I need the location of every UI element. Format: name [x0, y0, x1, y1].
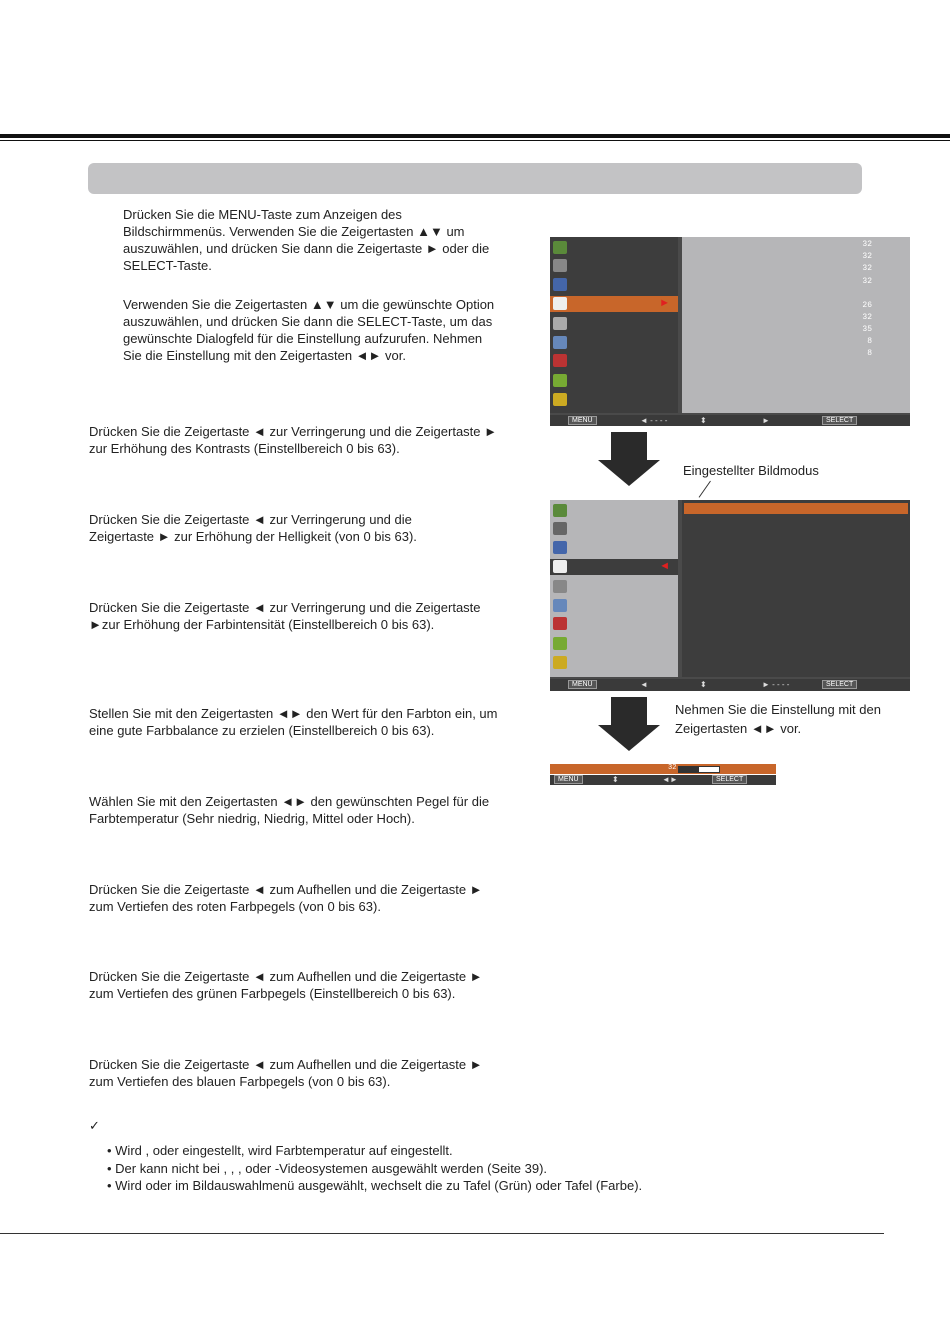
image-adjust-icon — [553, 297, 567, 310]
mode-label: Eingestellter Bildmodus — [683, 463, 819, 478]
item-brightness: Drücken Sie die Zeigertaste ◄ zur Verringerung und die Zeigertaste ► zur Erhöhung der Helligkeit (von 0 bis 63). — [89, 512, 417, 544]
pc-adjust-icon — [553, 522, 567, 535]
image-adjust-icon — [553, 560, 567, 573]
value: 32 — [862, 277, 872, 286]
left-arrow-icon: ◄ — [640, 680, 648, 689]
menu-2-right-panel — [682, 500, 910, 677]
menu-key: MENU — [568, 416, 597, 425]
value: 32 — [862, 252, 872, 261]
note-item: • Der kann nicht bei , , , oder -Videosystemen ausgewählt werden (Seite 39). — [107, 1160, 548, 1176]
up-down-icon: ⬍ — [700, 416, 707, 425]
value: 35 — [862, 325, 872, 334]
menu-1-left-panel — [550, 237, 678, 413]
image-select-icon — [553, 541, 567, 554]
value: 26 — [862, 301, 872, 310]
select-key: SELECT — [822, 416, 857, 425]
right-arrow-icon: ► — [762, 416, 770, 425]
item-red: Drücken Sie die Zeigertaste ◄ zum Aufhellen und die Zeigertaste ► zum Vertiefen des roten Farbpegels (von 0 bis 63). — [89, 882, 483, 914]
slider-guide-bar — [550, 775, 776, 785]
check-icon: ✓ — [89, 1118, 100, 1133]
up-down-icon: ⬍ — [612, 775, 619, 784]
top-rule-thin — [0, 140, 950, 141]
item-blue: Drücken Sie die Zeigertaste ◄ zum Aufhellen und die Zeigertaste ► zum Vertiefen des blauen Farbpegels (von 0 bis 63). — [89, 1057, 483, 1089]
item-tint: Stellen Sie mit den Zeigertasten ◄► den Wert für den Farbton ein, um eine gute Farbbalance zu erzielen (Einstellbereich 0 bis 63). — [89, 706, 498, 738]
item-green: Drücken Sie die Zeigertaste ◄ zum Aufhellen und die Zeigertaste ► zum Vertiefen des grünen Farbpegels (Einstellbereich 0 bis 63). — [89, 969, 483, 1001]
network-icon — [553, 656, 567, 669]
value: 8 — [867, 349, 872, 358]
adjust-label: Nehmen Sie die Einstellung mit den Zeigertasten ◄► vor. — [675, 702, 881, 736]
bottom-rule — [0, 1233, 884, 1234]
menu-2-guide-bar — [550, 679, 910, 691]
step-1: Drücken Sie die MENU-Taste zum Anzeigen des Bildschirmmenüs. Verwenden Sie die Zeigertasten ▲▼ um auszuwählen, und drücken Sie dann die Zeigertaste ► oder die SELECT-Taste. — [123, 207, 490, 273]
info-icon — [553, 374, 567, 387]
item-contrast: Drücken Sie die Zeigertaste ◄ zur Verringerung und die Zeigertaste ► zur Erhöhung des Kontrasts (Einstellbereich 0 bis 63). — [89, 424, 497, 456]
select-key: SELECT — [712, 775, 747, 784]
menu-2-left-panel — [550, 500, 678, 677]
pc-adjust-icon — [553, 259, 567, 272]
slider-value: 32 — [668, 764, 677, 772]
notes — [89, 1120, 869, 1195]
slider-fill — [679, 767, 699, 772]
sound-icon — [553, 599, 567, 612]
screen-icon — [553, 580, 567, 593]
input-icon — [553, 241, 567, 254]
item-color-temp: Wählen Sie mit den Zeigertasten ◄► den gewünschten Pegel für die Farbtemperatur (Sehr niedrig, Niedrig, Mittel oder Hoch). — [89, 794, 490, 826]
slider-track[interactable] — [678, 766, 720, 773]
select-arrow-icon: ► — [659, 297, 670, 309]
right-arrow-icon: ► - - - - — [762, 680, 790, 689]
menu-2-mode-row[interactable] — [684, 503, 908, 514]
image-select-icon — [553, 278, 567, 291]
menu-key: MENU — [554, 775, 583, 784]
menu-key: MENU — [568, 680, 597, 689]
menu-1-selected-row[interactable] — [550, 296, 678, 312]
up-down-icon: ⬍ — [700, 680, 707, 689]
menu-1-guide-bar — [550, 415, 910, 426]
info-icon — [553, 637, 567, 650]
step-2: Verwenden Sie die Zeigertasten ▲▼ um die gewünschte Option auszuwählen, und drücken Sie dann die SELECT-Taste, um das gewünschte Dialogfeld für die Einstellung aufzurufen. Nehmen Sie die Einstellung mit den Zeigertasten ◄► vor. — [123, 297, 495, 363]
note-item: • Wird , oder eingestellt, wird Farbtemperatur auf eingestellt. — [107, 1143, 453, 1158]
left-right-icon: ◄► — [662, 775, 678, 784]
value: 32 — [862, 313, 872, 322]
slider-row[interactable] — [550, 764, 776, 774]
left-arrow-icon: ◄ - - - - — [640, 416, 668, 425]
network-icon — [553, 393, 567, 406]
sound-icon — [553, 336, 567, 349]
menu-screen-2 — [550, 500, 910, 691]
select-arrow-icon: ◄ — [659, 560, 670, 572]
input-icon — [553, 504, 567, 517]
menu-screen-1 — [550, 237, 910, 426]
item-color: Drücken Sie die Zeigertaste ◄ zur Verringerung und die Zeigertaste ►zur Erhöhung der Farbintensität (Einstellbereich 0 bis 63). — [89, 600, 481, 632]
down-arrow-2-head — [598, 725, 660, 751]
value: 8 — [867, 337, 872, 346]
value: 32 — [862, 264, 872, 273]
menu-2-selected-row[interactable] — [550, 559, 678, 575]
down-arrow-1 — [611, 432, 647, 460]
notes-list — [89, 1142, 869, 1195]
top-rule — [0, 134, 950, 138]
value: 32 — [862, 240, 872, 249]
down-arrow-2 — [611, 697, 647, 725]
screen-icon — [553, 317, 567, 330]
setting-icon — [553, 617, 567, 630]
section-banner — [88, 163, 862, 194]
menu-1-right-panel — [682, 237, 910, 413]
select-key: SELECT — [822, 680, 857, 689]
down-arrow-1-head — [598, 460, 660, 486]
setting-icon — [553, 354, 567, 367]
mode-label-pointer — [699, 481, 711, 498]
note-item: • Wird oder im Bildauswahlmenü ausgewählt, wechselt die zu Tafel (Grün) oder Tafel (Farbe). — [107, 1178, 643, 1193]
